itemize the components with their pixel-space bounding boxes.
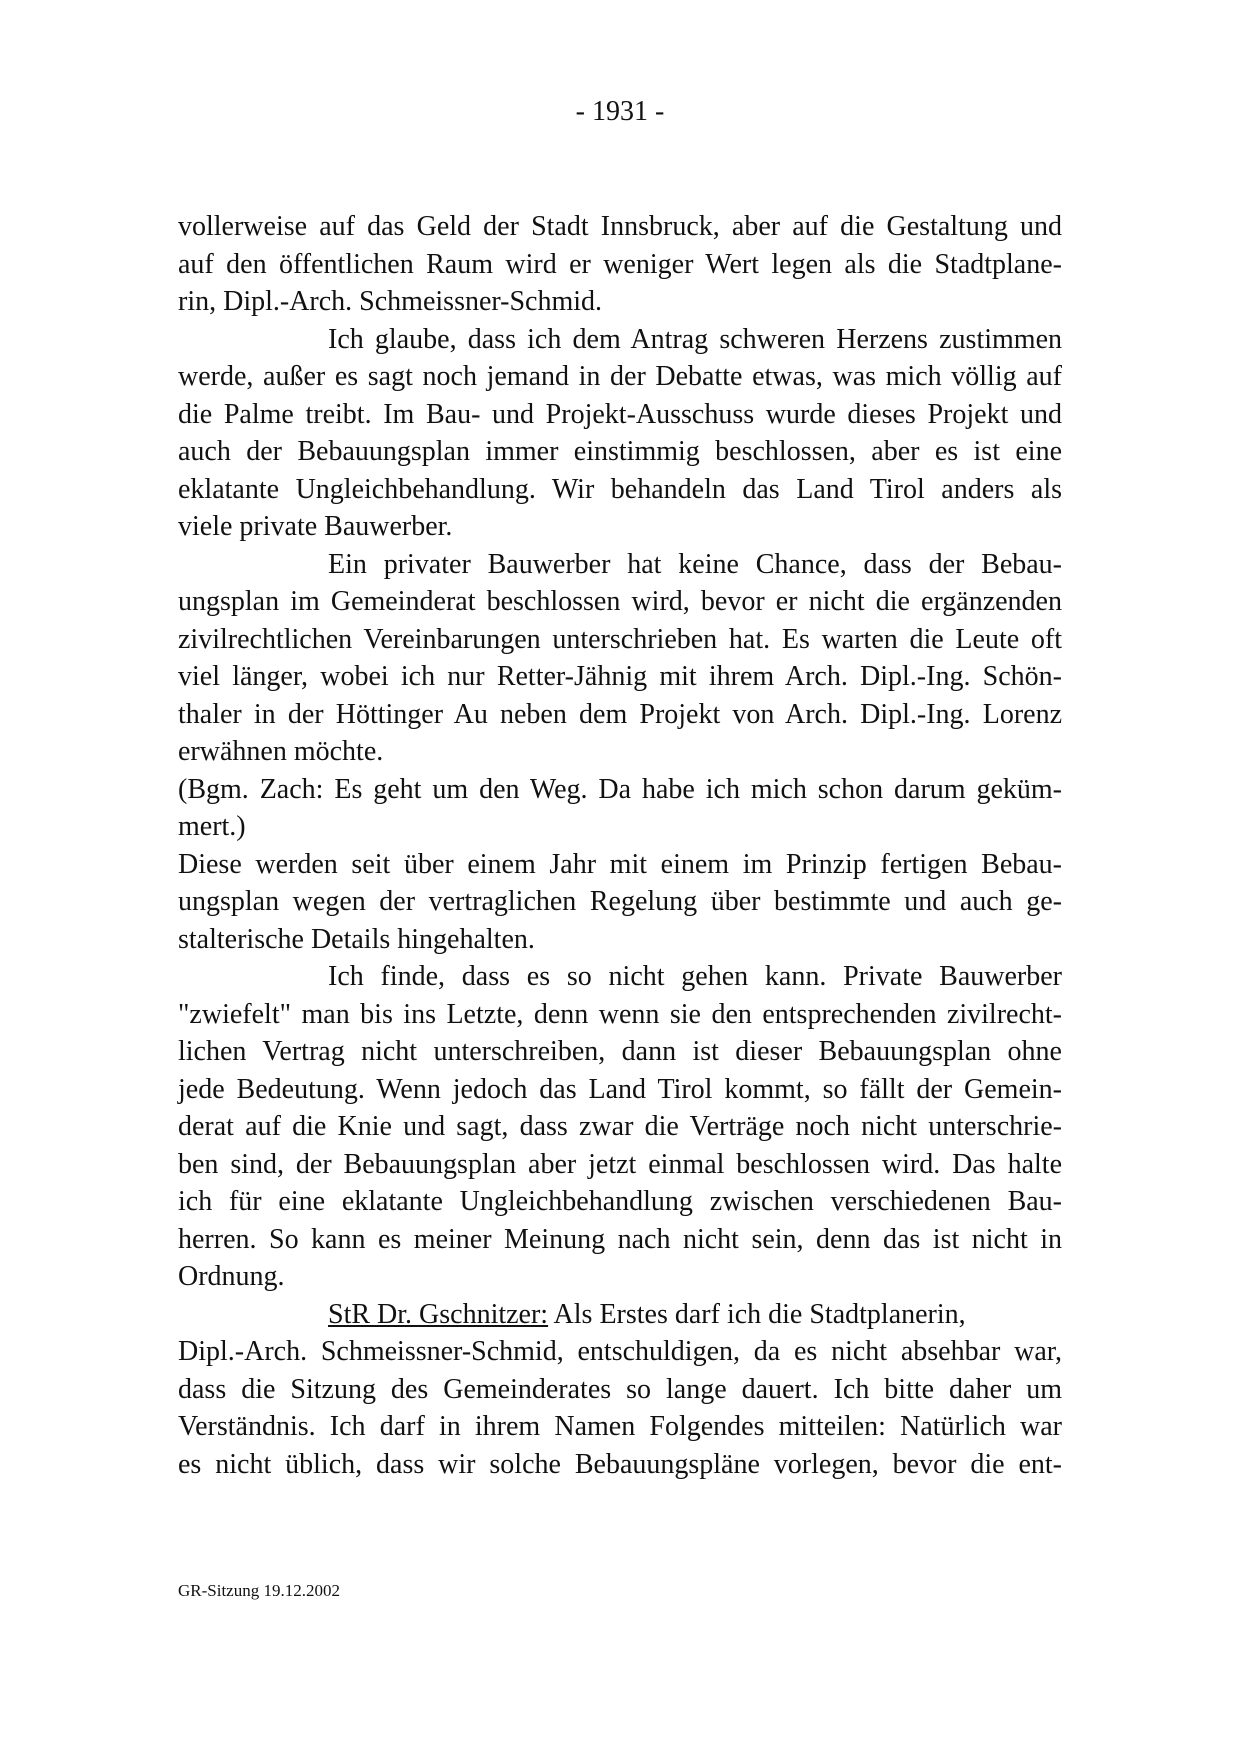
text-line: ich für eine eklatante Ungleichbehandlung zwischen verschiedenen Bau-: [178, 1186, 1062, 1217]
text-line: eklatante Ungleichbehandlung. Wir behandeln das Land Tirol anders als: [178, 473, 1062, 505]
text-line: Ich finde, dass es so nicht gehen kann. Private Bauwerber: [328, 961, 1062, 992]
text-line: jede Bedeutung. Wenn jedoch das Land Tirol kommt, so fällt der Gemein-: [178, 1073, 1062, 1105]
interjection-line: mert.): [178, 811, 246, 842]
speaker-line: [178, 1296, 1062, 1334]
text-line: Ich glaube, dass ich dem Antrag schweren Herzens zustimmen: [328, 323, 1062, 355]
text-line: Verständnis. Ich darf in ihrem Namen Folgendes mitteilen: Natürlich war: [178, 1411, 1062, 1442]
text-line: viel länger, wobei ich nur Retter-Jähnig mit ihrem Arch. Dipl.-Ing. Schön-: [178, 661, 1062, 692]
text-line: rin, Dipl.-Arch. Schmeissner-Schmid.: [178, 286, 603, 317]
text-line: dass die Sitzung des Gemeinderates so lange dauert. Ich bitte daher um: [178, 1373, 1062, 1405]
page-number: - 1931 -: [575, 96, 665, 127]
text-line: auf den öffentlichen Raum wird er weniger Wert legen als die Stadtplane-: [178, 248, 1062, 280]
text-line: Ordnung.: [178, 1261, 285, 1292]
speaker-text: Als Erstes darf ich die Stadtplanerin,: [548, 1298, 966, 1330]
text-line: Dipl.-Arch. Schmeissner-Schmid, entschuldigen, da es nicht absehbar war,: [178, 1336, 1062, 1367]
text-line: Diese werden seit über einem Jahr mit einem im Prinzip fertigen Bebau-: [178, 848, 1062, 880]
text-line: ungsplan wegen der vertraglichen Regelung über bestimmte und auch ge-: [178, 886, 1062, 917]
text-line: vollerweise auf das Geld der Stadt Innsbruck, aber auf die Gestaltung und: [178, 211, 1062, 242]
text-line: thaler in der Höttinger Au neben dem Projekt von Arch. Dipl.-Ing. Lorenz: [178, 698, 1062, 730]
text-line: stalterische Details hingehalten.: [178, 923, 535, 955]
text-line: derat auf die Knie und sagt, dass zwar die Verträge noch nicht unterschrie-: [178, 1111, 1062, 1142]
text-line: auch der Bebauungsplan immer einstimmig beschlossen, aber es ist eine: [178, 436, 1062, 467]
text-line: ungsplan im Gemeinderat beschlossen wird, bevor er nicht die ergänzenden: [178, 586, 1062, 617]
text-line: zivilrechtlichen Vereinbarungen unterschrieben hat. Es warten die Leute oft: [178, 623, 1062, 655]
text-line: herren. So kann es meiner Meinung nach nicht sein, denn das ist nicht in: [178, 1223, 1062, 1255]
footer: GR-Sitzung 19.12.2002: [178, 1581, 340, 1600]
text-line: lichen Vertrag nicht unterschreiben, dann ist dieser Bebauungsplan ohne: [178, 1036, 1062, 1067]
interjection-line: (Bgm. Zach: Es geht um den Weg. Da habe ich mich schon darum geküm-: [178, 773, 1062, 805]
text-line: viele private Bauwerber.: [178, 511, 453, 542]
text-line: erwähnen möchte.: [178, 736, 384, 767]
text-line: Ein privater Bauwerber hat keine Chance, dass der Bebau-: [328, 548, 1062, 580]
text-line: "zwiefelt" man bis ins Letzte, denn wenn sie den entsprechenden zivilrecht-: [178, 998, 1062, 1030]
text-line: es nicht üblich, dass wir solche Bebauungspläne vorlegen, bevor die ent-: [178, 1448, 1062, 1480]
text-line: ben sind, der Bebauungsplan aber jetzt einmal beschlossen wird. Das halte: [178, 1148, 1062, 1180]
speaker-name: StR Dr. Gschnitzer:: [328, 1298, 549, 1330]
text-line: die Palme treibt. Im Bau- und Projekt-Ausschuss wurde dieses Projekt und: [178, 398, 1062, 430]
text-line: werde, außer es sagt noch jemand in der Debatte etwas, was mich völlig auf: [178, 361, 1062, 392]
body-text: [178, 208, 1062, 1483]
